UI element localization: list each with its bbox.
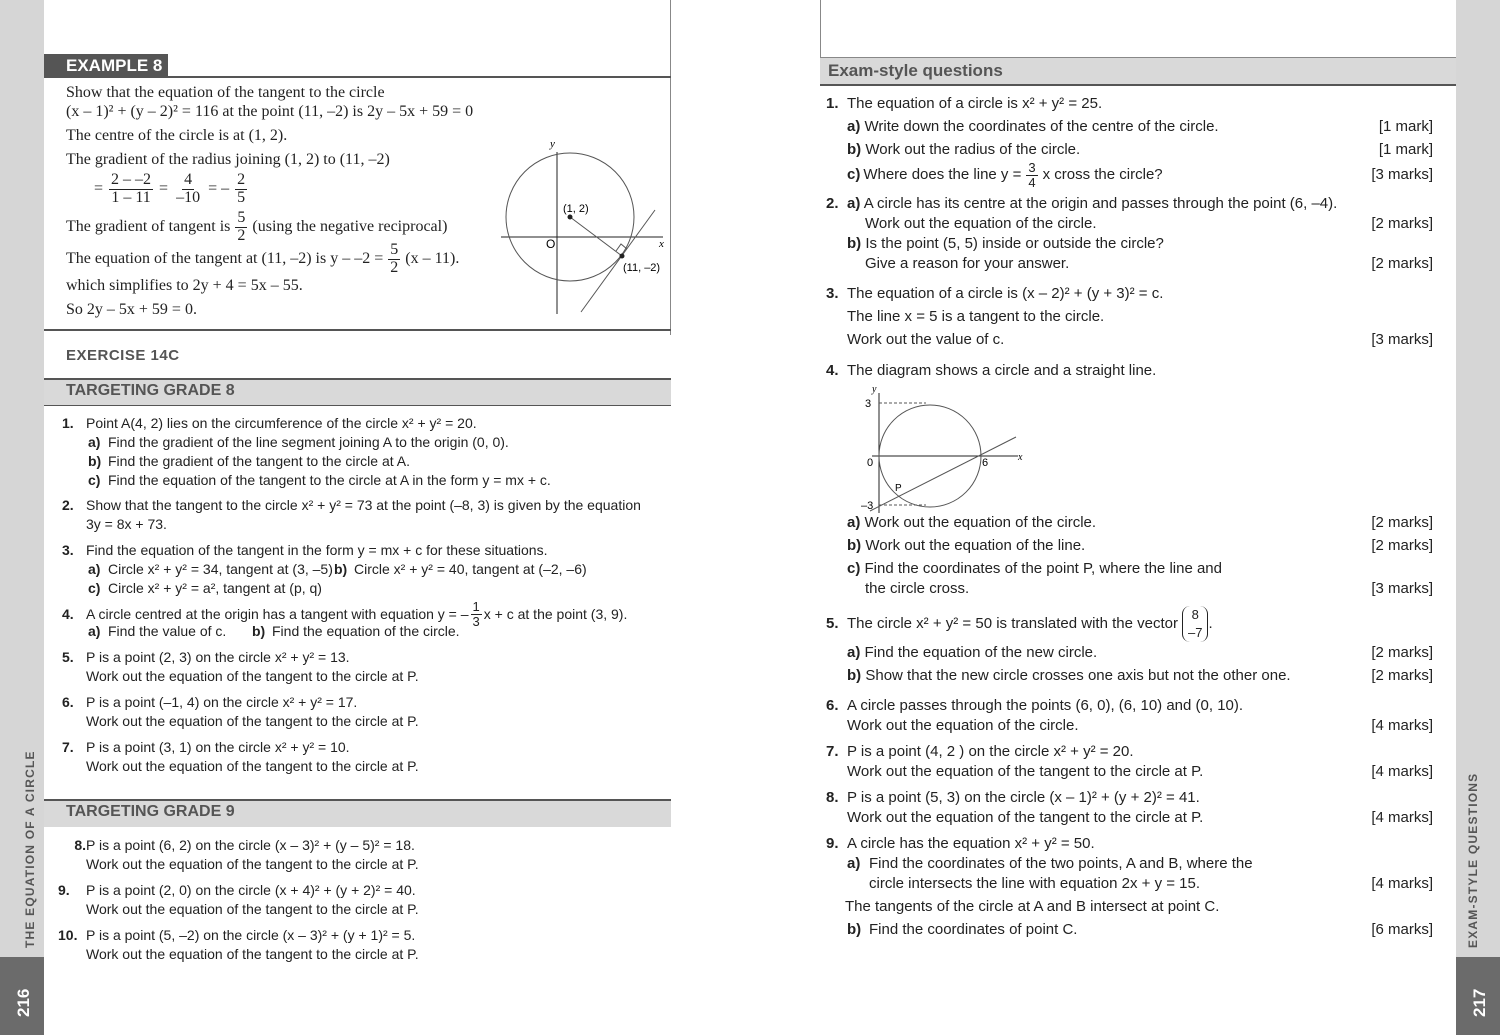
question-text: The line x = 5 is a tangent to the circle. <box>847 308 1105 325</box>
question-text: Work out the value of c. <box>847 331 1005 348</box>
part-label: b) <box>334 561 348 577</box>
question-3 <box>62 541 667 560</box>
marks: [2 marks] <box>1371 255 1433 272</box>
part-text: Find the equation of the new circle. <box>864 644 1098 661</box>
part-text: Find the gradient of the tangent to the circle at A. <box>108 453 410 469</box>
example-rule <box>44 76 671 78</box>
part-text: Show that the new circle crosses one axis but not the other one. <box>865 667 1291 684</box>
part-label: b) <box>847 667 862 684</box>
question-text: Show that the tangent to the circle x² + y² = 73 at the point (–8, 3) is given by the equation <box>86 497 641 513</box>
question-number: 2. <box>826 195 839 212</box>
marks: [1 mark] <box>1378 118 1433 135</box>
question-3-parts <box>62 560 667 598</box>
vector-bottom: –7 <box>1187 625 1203 640</box>
question-number: 10. <box>58 927 78 943</box>
x-label: x <box>1018 452 1023 463</box>
part-label: b) <box>88 453 102 469</box>
example-line-4: The gradient of the radius joining (1, 2) to (11, –2) <box>66 151 390 168</box>
frac-den: 1 – 11 <box>111 188 151 206</box>
example-line-6 <box>66 210 447 245</box>
example-line-8: which simplifies to 2y + 4 = 5x – 55. <box>66 277 303 294</box>
question-text: Point A(4, 2) lies on the circumference of the circle x² + y² = 20. <box>86 415 477 431</box>
question-number: 4. <box>62 605 74 622</box>
frac-num: 5 <box>390 241 399 258</box>
part-text: Is the point (5, 5) inside or outside the circle? <box>865 235 1164 252</box>
part-label: a) <box>847 514 861 531</box>
frac-den: 2 <box>237 226 246 244</box>
question-number: 6. <box>826 697 839 714</box>
tick-neg3: –3 <box>861 500 874 512</box>
question-text: P is a point (6, 2) on the circle (x – 3)² + (y – 5)² = 18. <box>86 837 415 853</box>
tangent-line <box>581 210 655 312</box>
straight-line <box>870 437 1016 511</box>
example-heading: EXAMPLE 8 <box>44 54 168 77</box>
part-label: b) <box>847 537 862 554</box>
part-label: a) <box>847 855 861 872</box>
part-text: Circle x² + y² = a², tangent at (p, q) <box>108 580 322 596</box>
grade8-rule <box>44 405 671 406</box>
frac-den: 3 <box>472 613 480 629</box>
part-text: Write down the coordinates of the centre of the circle. <box>864 118 1219 135</box>
grade9-heading: TARGETING GRADE 9 <box>66 803 235 820</box>
marks: [3 marks] <box>1371 580 1433 597</box>
part-text: Find the gradient of the line segment joining A to the origin (0, 0). <box>108 434 509 450</box>
part-text: Find the value of c. <box>108 623 227 640</box>
question-text: Find the equation of the tangent in the form y = mx + c for these situations. <box>86 542 548 558</box>
point-label: (11, –2) <box>623 262 661 274</box>
question-text: P is a point (2, 0) on the circle (x + 4)² + (y + 2)² = 40. <box>86 882 416 898</box>
question-text: Work out the equation of the tangent to the circle at P. <box>86 946 419 962</box>
part-label: b) <box>252 623 266 640</box>
part-text: Work out the equation of the circle. <box>864 514 1097 531</box>
exam-questions <box>826 94 1433 940</box>
frac-den: 2 <box>390 258 399 276</box>
frac-num: 1 <box>472 599 480 614</box>
marks: [6 marks] <box>1371 921 1433 938</box>
frac-num: 3 <box>1028 159 1036 175</box>
marks: [2 marks] <box>1371 215 1433 232</box>
question-6 <box>62 693 667 731</box>
question-text: The circle x² + y² = 50 is translated with the vector <box>847 615 1178 632</box>
question-number: 1. <box>62 415 74 431</box>
equals-sign: = <box>159 180 169 198</box>
question-text: The tangents of the circle at A and B intersect at point C. <box>845 898 1220 915</box>
circle-line-diagram <box>858 385 1058 515</box>
part-text: Work out the equation of the line. <box>865 537 1086 554</box>
question-text: A circle has the equation x² + y² = 50. <box>847 835 1095 852</box>
question-9 <box>58 881 663 919</box>
question-7 <box>62 738 667 776</box>
question-text: The equation of a circle is (x – 2)² + (y + 3)² = c. <box>847 285 1164 302</box>
tangent-diagram <box>495 132 670 317</box>
part-text: Where does the line y = <box>863 166 1022 183</box>
centre-label: (1, 2) <box>563 203 589 215</box>
question-text: P is a point (5, –2) on the circle (x – 3)² + (y + 1)² = 5. <box>86 927 416 943</box>
part-text: Find the equation of the tangent to the circle at A in the form y = mx + c. <box>108 472 551 488</box>
exercise-heading: EXERCISE 14C <box>66 347 180 364</box>
marks: [2 marks] <box>1371 644 1433 661</box>
question-1 <box>62 414 667 433</box>
centre-point <box>568 215 573 220</box>
part-text: Circle x² + y² = 40, tangent at (–2, –6) <box>354 561 587 577</box>
marks: [1 mark] <box>1378 141 1433 158</box>
text: (using the negative reciprocal) <box>252 218 448 236</box>
part-label: c) <box>847 560 861 577</box>
question-8 <box>58 836 663 874</box>
example-line-7 <box>66 242 459 277</box>
part-label: c) <box>847 166 861 183</box>
question-number: 3. <box>826 285 839 302</box>
part-label: b) <box>847 921 862 938</box>
marks: [2 marks] <box>1371 667 1433 684</box>
question-number: 5. <box>62 649 74 666</box>
example-line-1: Show that the equation of the tangent to the circle <box>66 84 385 101</box>
part-text: x cross the circle? <box>1042 166 1163 183</box>
frac-num: 2 – –2 <box>111 171 152 188</box>
part-text: Work out the radius of the circle. <box>865 141 1081 158</box>
question-5 <box>62 648 667 686</box>
exam-question-6 <box>826 696 1433 736</box>
part-label: c) <box>88 580 101 596</box>
part-label: a) <box>88 434 101 450</box>
part-text: Find the coordinates of point C. <box>869 921 1078 938</box>
part-label: a) <box>88 561 101 577</box>
question-text: 3y = 8x + 73. <box>86 516 167 532</box>
question-number: 9. <box>826 835 839 852</box>
marks: [4 marks] <box>1371 875 1433 892</box>
question-text: P is a point (4, 2 ) on the circle x² + y² = 20. <box>847 743 1134 760</box>
question-text: The equation of a circle is x² + y² = 25. <box>847 95 1103 112</box>
text: The equation of the tangent at (11, –2) is y – –2 = <box>66 250 384 268</box>
question-text: The diagram shows a circle and a straight line. <box>847 362 1157 379</box>
question-text: Work out the equation of the tangent to the circle at P. <box>86 901 419 917</box>
frac-num: 2 <box>237 171 246 188</box>
tick-3: 3 <box>865 398 872 410</box>
left-page-number-box <box>0 957 44 1035</box>
question-number: 8. <box>74 837 86 853</box>
exam-question-4 <box>826 361 1433 599</box>
right-page-number: 217 <box>1470 988 1489 1017</box>
left-sidebar-label: THE EQUATION OF A CIRCLE <box>23 750 37 948</box>
question-text: A circle centred at the origin has a tangent with equation y = – <box>86 605 469 622</box>
example-bottom-rule <box>44 329 671 331</box>
question-2 <box>62 496 667 534</box>
part-text: Find the equation of the circle. <box>272 623 460 640</box>
question-number: 9. <box>58 882 70 898</box>
y-label: y <box>872 385 877 395</box>
tangent-point <box>620 254 625 259</box>
frac-num: 4 <box>184 171 193 188</box>
text: (x – 11). <box>405 250 460 268</box>
text: The gradient of tangent is <box>66 218 231 236</box>
example-line-9: So 2y – 5x + 59 = 0. <box>66 301 197 318</box>
question-text: Work out the equation of the tangent to the circle at P. <box>86 758 419 775</box>
question-10 <box>58 926 663 964</box>
question-text: Work out the equation of the tangent to the circle at P. <box>847 809 1204 826</box>
tick-0: 0 <box>867 457 874 469</box>
tick-6: 6 <box>982 457 989 469</box>
part-text: Circle x² + y² = 34, tangent at (3, –5) <box>108 561 333 577</box>
question-text: P is a point (2, 3) on the circle x² + y² = 13. <box>86 649 350 666</box>
part-text: Find the coordinates of the two points, A and B, where the <box>869 855 1253 872</box>
part-label: a) <box>847 195 861 212</box>
point-p-label: P <box>895 483 902 494</box>
part-label: a) <box>847 644 861 661</box>
question-number: 3. <box>62 542 74 558</box>
y-label: y <box>550 138 555 150</box>
exercise-questions-grade9 <box>58 836 663 964</box>
frac-num: 5 <box>237 209 246 226</box>
x-label: x <box>659 238 664 250</box>
equals-sign: = <box>94 180 104 198</box>
exam-question-1 <box>826 94 1433 190</box>
frac-den: 5 <box>237 188 246 206</box>
exam-question-9 <box>826 834 1433 940</box>
exam-heading-band <box>820 58 1456 86</box>
vector-top: 8 <box>1191 607 1199 622</box>
exercise-questions-grade8 <box>62 414 667 776</box>
question-text: P is a point (3, 1) on the circle x² + y² = 10. <box>86 739 350 756</box>
part-text: Find the coordinates of the point P, where the line and <box>864 560 1222 577</box>
left-page-number: 216 <box>14 988 33 1017</box>
part-label: b) <box>847 141 862 158</box>
part-label: b) <box>847 235 862 252</box>
marks: [4 marks] <box>1371 763 1433 780</box>
question-text: Work out the equation of the circle. <box>847 717 1079 734</box>
question-text: Work out the equation of the tangent to the circle at P. <box>86 668 419 685</box>
question-text: P is a point (5, 3) on the circle (x – 1)² + (y + 2)² = 41. <box>847 789 1200 806</box>
part-text: Work out the equation of the circle. <box>865 215 1097 232</box>
question-text: x + c at the point (3, 9). <box>483 605 628 622</box>
exam-question-2 <box>826 194 1433 274</box>
exam-question-8 <box>826 788 1433 828</box>
gradient-calculation <box>94 172 249 207</box>
marks: [2 marks] <box>1371 514 1433 531</box>
question-4-parts <box>62 622 667 641</box>
question-number: 2. <box>62 497 74 513</box>
right-sidebar-label: EXAM-STYLE QUESTIONS <box>1466 772 1480 948</box>
vector <box>1182 606 1208 642</box>
exam-question-5: 5. The circle x² + y² = 50 is translated with the vector 8 –7 . a) Find the equation of the new circle. [2 marks] b) Show that the new circle crosses one axis but not the other one. [2 marks] <box>826 607 1433 684</box>
question-number: 7. <box>826 743 839 760</box>
question-text: Work out the equation of the tangent to the circle at P. <box>86 856 419 872</box>
equals-sign: = – <box>208 180 230 198</box>
grade8-band <box>44 378 671 405</box>
grade8-heading: TARGETING GRADE 8 <box>66 382 235 399</box>
question-1-parts <box>62 433 667 490</box>
question-text: A circle passes through the points (6, 0), (6, 10) and (0, 10). <box>847 697 1244 714</box>
right-page-number-box <box>1456 957 1500 1035</box>
frac-den: 4 <box>1028 174 1036 190</box>
exam-question-3 <box>826 284 1433 350</box>
question-number: 5. <box>826 615 839 632</box>
question-text: P is a point (–1, 4) on the circle x² + y² = 17. <box>86 694 358 711</box>
question-number: 4. <box>826 362 839 379</box>
question-number: 7. <box>62 739 74 756</box>
marks: [3 marks] <box>1371 331 1433 348</box>
part-label: c) <box>88 472 101 488</box>
top-box <box>820 0 1456 58</box>
frac-den: –10 <box>176 188 201 206</box>
grade9-band <box>44 799 671 827</box>
example-line-3: The centre of the circle is at (1, 2). <box>66 127 288 144</box>
question-number: 8. <box>826 789 839 806</box>
left-margin-strip <box>0 0 44 1035</box>
marks: [2 marks] <box>1371 537 1433 554</box>
part-label: a) <box>847 118 861 135</box>
part-text: the circle cross. <box>865 580 970 597</box>
question-text: Work out the equation of the tangent to the circle at P. <box>847 763 1204 780</box>
marks: [4 marks] <box>1371 717 1433 734</box>
exam-question-7 <box>826 742 1433 782</box>
marks: [4 marks] <box>1371 809 1433 826</box>
part-text: A circle has its centre at the origin and passes through the point (6, –4). <box>863 195 1338 212</box>
question-text: Work out the equation of the tangent to the circle at P. <box>86 713 419 730</box>
exam-heading: Exam-style questions <box>828 61 1003 80</box>
example-line-2: (x – 1)² + (y – 2)² = 116 at the point (11, –2) is 2y – 5x + 59 = 0 <box>66 103 474 120</box>
part-label: a) <box>88 623 101 640</box>
marks: [3 marks] <box>1371 166 1433 183</box>
question-number: 1. <box>826 95 839 112</box>
part-text: circle intersects the line with equation 2x + y = 15. <box>869 875 1201 892</box>
origin-label: O <box>546 237 556 251</box>
part-text: Give a reason for your answer. <box>865 255 1070 272</box>
question-number: 6. <box>62 694 74 711</box>
